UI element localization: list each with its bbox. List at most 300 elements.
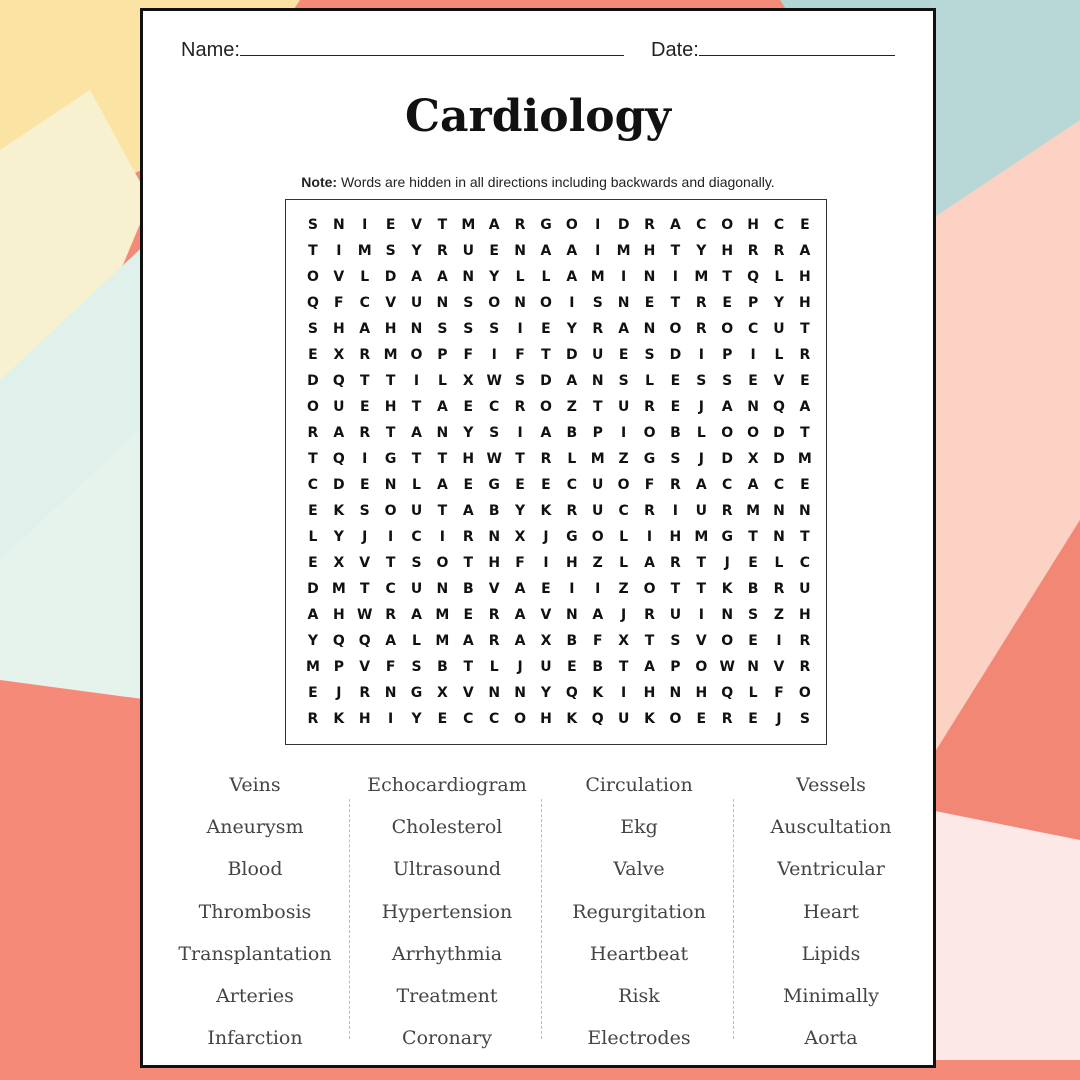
grid-letter[interactable]: Z — [773, 607, 785, 623]
grid-letter[interactable]: R — [670, 555, 681, 571]
grid-letter[interactable]: R — [747, 243, 759, 259]
grid-letter[interactable]: A — [721, 399, 733, 415]
grid-letter[interactable]: U — [773, 321, 785, 337]
grid-letter[interactable]: P — [592, 425, 603, 441]
grid-letter[interactable]: Z — [592, 555, 603, 571]
grid-letter[interactable]: E — [800, 373, 810, 389]
grid-letter[interactable]: V — [462, 685, 474, 701]
grid-letter[interactable]: H — [799, 607, 811, 623]
grid-letter[interactable]: Q — [747, 269, 760, 285]
grid-letter[interactable]: J — [698, 399, 704, 415]
grid-letter[interactable]: N — [565, 607, 578, 623]
grid-letter[interactable]: O — [721, 425, 734, 441]
grid-letter[interactable]: O — [488, 295, 501, 311]
grid-letter[interactable]: T — [437, 451, 448, 467]
grid-letter[interactable]: E — [748, 633, 758, 649]
date-line[interactable] — [699, 37, 895, 56]
grid-letter[interactable]: Y — [515, 503, 526, 519]
grid-letter[interactable]: R — [644, 399, 655, 415]
grid-letter[interactable]: T — [385, 425, 396, 441]
grid-letter[interactable]: E — [670, 399, 681, 415]
grid-letter[interactable]: D — [721, 451, 733, 467]
grid-letter[interactable]: J — [543, 529, 549, 545]
grid-letter[interactable]: V — [540, 607, 552, 623]
grid-letter[interactable]: X — [540, 633, 552, 649]
grid-letter[interactable]: E — [800, 217, 810, 233]
grid-letter[interactable]: T — [308, 451, 318, 467]
grid-letter[interactable]: Q — [306, 295, 319, 311]
grid-letter[interactable]: W — [486, 451, 502, 467]
grid-letter[interactable]: R — [437, 243, 448, 259]
grid-letter[interactable]: E — [800, 477, 810, 493]
grid-letter[interactable]: T — [411, 399, 422, 415]
grid-letter[interactable]: E — [541, 477, 551, 493]
grid-letter[interactable]: D — [669, 347, 682, 363]
grid-letter[interactable]: K — [333, 711, 345, 727]
grid-letter[interactable]: U — [462, 243, 474, 259]
grid-letter[interactable]: J — [724, 555, 730, 571]
grid-letter[interactable]: S — [722, 373, 733, 389]
grid-letter[interactable]: C — [489, 711, 500, 727]
grid-letter[interactable]: S — [592, 295, 603, 311]
grid-letter[interactable]: S — [748, 607, 759, 623]
grid-letter[interactable]: O — [695, 659, 708, 675]
grid-letter[interactable]: H — [332, 321, 345, 337]
grid-letter[interactable]: I — [621, 269, 627, 285]
grid-letter[interactable]: N — [591, 373, 604, 389]
grid-letter[interactable]: C — [411, 529, 422, 545]
grid-letter[interactable]: D — [307, 581, 319, 597]
grid-letter[interactable]: A — [411, 269, 422, 285]
grid-letter[interactable]: O — [643, 425, 656, 441]
grid-letter[interactable]: V — [773, 373, 785, 389]
grid-letter[interactable]: E — [359, 399, 370, 415]
grid-letter[interactable]: E — [696, 711, 707, 727]
grid-letter[interactable]: D — [617, 217, 630, 233]
grid-letter[interactable]: L — [567, 451, 577, 467]
grid-letter[interactable]: D — [773, 425, 785, 441]
grid-letter[interactable]: V — [488, 581, 500, 597]
grid-letter[interactable]: E — [567, 659, 577, 675]
grid-letter[interactable]: V — [385, 295, 397, 311]
grid-letter[interactable]: A — [566, 373, 578, 389]
grid-letter[interactable]: B — [566, 425, 578, 441]
grid-letter[interactable]: I — [672, 503, 679, 519]
grid-letter[interactable]: N — [643, 269, 656, 285]
grid-letter[interactable]: T — [722, 269, 732, 285]
grid-letter[interactable]: C — [773, 477, 785, 493]
grid-letter[interactable]: P — [333, 659, 344, 675]
grid-letter[interactable]: I — [336, 243, 342, 259]
grid-letter[interactable]: K — [540, 503, 552, 519]
grid-letter[interactable]: O — [747, 425, 760, 441]
grid-letter[interactable]: Y — [411, 711, 422, 727]
grid-letter[interactable]: R — [566, 503, 578, 519]
grid-letter[interactable]: A — [333, 425, 345, 441]
grid-letter[interactable]: R — [462, 529, 474, 545]
grid-letter[interactable]: L — [619, 555, 629, 571]
grid-letter[interactable]: H — [695, 685, 708, 701]
grid-letter[interactable]: A — [695, 477, 707, 493]
grid-letter[interactable]: L — [774, 347, 784, 363]
grid-letter[interactable]: C — [696, 217, 707, 233]
grid-letter[interactable]: M — [383, 347, 398, 363]
grid-letter[interactable]: D — [566, 347, 578, 363]
grid-letter[interactable]: A — [411, 425, 422, 441]
grid-letter[interactable]: I — [595, 217, 601, 233]
grid-letter[interactable]: U — [695, 503, 707, 519]
grid-letter[interactable]: I — [595, 581, 601, 597]
grid-letter[interactable]: T — [618, 659, 629, 675]
grid-letter[interactable]: R — [540, 451, 552, 467]
grid-letter[interactable]: C — [307, 477, 319, 493]
grid-letter[interactable]: C — [773, 217, 785, 233]
grid-letter[interactable]: E — [359, 477, 370, 493]
grid-letter[interactable]: M — [694, 529, 709, 545]
grid-letter[interactable]: R — [773, 243, 785, 259]
grid-letter[interactable]: O — [721, 217, 734, 233]
grid-letter[interactable]: E — [748, 555, 758, 571]
grid-letter[interactable]: C — [722, 477, 733, 493]
grid-letter[interactable]: U — [410, 503, 423, 519]
grid-letter[interactable]: I — [517, 321, 523, 337]
grid-letter[interactable]: Y — [489, 269, 500, 285]
grid-letter[interactable]: A — [592, 607, 604, 623]
grid-letter[interactable]: H — [643, 685, 656, 701]
grid-letter[interactable]: U — [592, 503, 604, 519]
grid-letter[interactable]: U — [617, 399, 630, 415]
grid-letter[interactable]: I — [776, 633, 782, 649]
grid-letter[interactable]: S — [437, 321, 448, 337]
grid-letter[interactable]: I — [621, 685, 627, 701]
grid-letter[interactable]: T — [696, 581, 707, 597]
grid-letter[interactable]: U — [410, 581, 423, 597]
grid-letter[interactable]: Z — [566, 399, 577, 415]
grid-letter[interactable]: I — [595, 243, 601, 259]
grid-letter[interactable]: J — [621, 607, 627, 623]
grid-letter[interactable]: A — [618, 321, 630, 337]
grid-letter[interactable]: X — [462, 373, 474, 389]
grid-letter[interactable]: T — [696, 555, 707, 571]
grid-letter[interactable]: I — [413, 373, 420, 389]
grid-letter[interactable]: T — [644, 633, 655, 649]
grid-letter[interactable]: H — [669, 529, 682, 545]
grid-letter[interactable]: N — [773, 503, 785, 519]
grid-letter[interactable]: Y — [566, 321, 577, 337]
grid-letter[interactable]: G — [488, 477, 500, 493]
grid-letter[interactable]: G — [721, 529, 733, 545]
grid-letter[interactable]: R — [307, 711, 319, 727]
grid-letter[interactable]: M — [746, 503, 761, 519]
grid-letter[interactable]: Y — [333, 529, 344, 545]
grid-letter[interactable]: A — [307, 607, 319, 623]
grid-letter[interactable]: O — [798, 685, 811, 701]
grid-letter[interactable]: Y — [307, 633, 319, 649]
grid-letter[interactable]: B — [488, 503, 500, 519]
grid-letter[interactable]: N — [384, 685, 397, 701]
grid-letter[interactable]: S — [411, 555, 422, 571]
grid-letter[interactable]: S — [515, 373, 526, 389]
grid-letter[interactable]: X — [618, 633, 630, 649]
grid-letter[interactable]: T — [800, 425, 810, 441]
grid-letter[interactable]: L — [437, 373, 447, 389]
grid-letter[interactable]: F — [463, 347, 474, 363]
grid-letter[interactable]: C — [489, 399, 500, 415]
grid-letter[interactable]: G — [410, 685, 423, 701]
grid-letter[interactable]: E — [670, 373, 681, 389]
grid-letter[interactable]: R — [644, 503, 655, 519]
grid-letter[interactable]: G — [566, 529, 578, 545]
grid-letter[interactable]: T — [592, 399, 603, 415]
grid-letter[interactable]: V — [359, 659, 371, 675]
grid-letter[interactable]: Q — [773, 399, 785, 415]
grid-letter[interactable]: Y — [463, 425, 474, 441]
grid-letter[interactable]: M — [461, 217, 476, 233]
grid-letter[interactable]: A — [411, 607, 422, 623]
grid-letter[interactable]: A — [669, 217, 681, 233]
grid-letter[interactable]: V — [773, 659, 785, 675]
grid-letter[interactable]: N — [669, 685, 682, 701]
grid-letter[interactable]: T — [670, 243, 681, 259]
grid-letter[interactable]: O — [669, 711, 682, 727]
grid-letter[interactable]: S — [618, 373, 629, 389]
grid-letter[interactable]: I — [491, 347, 497, 363]
grid-letter[interactable]: V — [695, 633, 707, 649]
grid-letter[interactable]: P — [747, 295, 759, 311]
grid-letter[interactable]: R — [799, 659, 811, 675]
grid-letter[interactable]: O — [669, 321, 682, 337]
grid-letter[interactable]: U — [540, 659, 552, 675]
grid-letter[interactable]: E — [618, 347, 629, 363]
grid-letter[interactable]: L — [774, 555, 784, 571]
grid-letter[interactable]: D — [333, 477, 345, 493]
grid-letter[interactable]: C — [359, 295, 370, 311]
grid-letter[interactable]: E — [489, 243, 499, 259]
grid-letter[interactable]: X — [747, 451, 759, 467]
grid-letter[interactable]: U — [592, 347, 604, 363]
grid-letter[interactable]: A — [385, 633, 397, 649]
grid-letter[interactable]: S — [385, 243, 396, 259]
grid-letter[interactable]: W — [357, 607, 373, 623]
grid-letter[interactable]: I — [569, 295, 575, 311]
grid-letter[interactable]: R — [514, 399, 526, 415]
grid-letter[interactable]: V — [359, 555, 371, 571]
grid-letter[interactable]: N — [436, 581, 449, 597]
grid-letter[interactable]: X — [437, 685, 448, 701]
grid-letter[interactable]: I — [698, 607, 704, 623]
grid-letter[interactable]: A — [436, 269, 448, 285]
grid-letter[interactable]: N — [514, 685, 526, 701]
grid-letter[interactable]: R — [799, 347, 811, 363]
grid-letter[interactable]: H — [488, 555, 501, 571]
grid-letter[interactable]: I — [439, 529, 445, 545]
grid-letter[interactable]: E — [748, 373, 758, 389]
grid-letter[interactable]: N — [488, 529, 501, 545]
grid-letter[interactable]: E — [722, 295, 732, 311]
grid-letter[interactable]: T — [748, 529, 758, 545]
grid-letter[interactable]: I — [698, 347, 704, 363]
grid-letter[interactable]: W — [486, 373, 502, 389]
grid-letter[interactable]: G — [384, 451, 397, 467]
grid-letter[interactable]: X — [333, 555, 345, 571]
grid-letter[interactable]: T — [437, 503, 448, 519]
date-field[interactable] — [651, 37, 895, 62]
grid-letter[interactable]: G — [643, 451, 656, 467]
grid-letter[interactable]: K — [333, 503, 345, 519]
grid-letter[interactable]: M — [590, 451, 605, 467]
grid-letter[interactable]: I — [543, 555, 549, 571]
grid-letter[interactable]: I — [362, 217, 368, 233]
grid-letter[interactable]: L — [645, 373, 654, 389]
grid-letter[interactable]: Y — [540, 685, 552, 701]
grid-letter[interactable]: S — [307, 321, 318, 337]
grid-letter[interactable]: U — [799, 581, 811, 597]
grid-letter[interactable]: R — [359, 347, 371, 363]
grid-letter[interactable]: R — [514, 217, 526, 233]
grid-letter[interactable]: T — [411, 451, 422, 467]
grid-letter[interactable]: A — [747, 477, 759, 493]
grid-letter[interactable]: H — [799, 295, 811, 311]
grid-letter[interactable]: Q — [332, 451, 345, 467]
grid-letter[interactable]: T — [670, 295, 681, 311]
grid-letter[interactable]: L — [619, 529, 629, 545]
grid-letter[interactable]: N — [488, 685, 501, 701]
grid-letter[interactable]: P — [722, 347, 733, 363]
grid-letter[interactable]: F — [385, 659, 396, 675]
grid-letter[interactable]: F — [644, 477, 655, 493]
grid-letter[interactable]: O — [643, 581, 656, 597]
grid-letter[interactable]: A — [359, 321, 371, 337]
grid-letter[interactable]: S — [670, 633, 681, 649]
grid-letter[interactable]: Q — [332, 373, 345, 389]
grid-letter[interactable]: M — [616, 243, 631, 259]
grid-letter[interactable]: Y — [773, 295, 785, 311]
grid-letter[interactable]: B — [462, 581, 474, 597]
grid-letter[interactable]: P — [670, 659, 681, 675]
grid-letter[interactable]: I — [621, 425, 627, 441]
grid-letter[interactable]: E — [308, 685, 318, 701]
grid-letter[interactable]: V — [333, 269, 345, 285]
grid-letter[interactable]: L — [696, 425, 706, 441]
grid-letter[interactable]: C — [799, 555, 810, 571]
grid-letter[interactable]: N — [462, 269, 475, 285]
grid-letter[interactable]: E — [385, 217, 396, 233]
grid-letter[interactable]: N — [747, 659, 759, 675]
grid-letter[interactable]: R — [307, 425, 319, 441]
grid-letter[interactable]: K — [644, 711, 655, 727]
grid-letter[interactable]: N — [643, 321, 656, 337]
grid-letter[interactable]: N — [384, 477, 397, 493]
grid-letter[interactable]: L — [748, 685, 758, 701]
grid-letter[interactable]: Q — [591, 711, 604, 727]
grid-letter[interactable]: H — [384, 321, 397, 337]
grid-letter[interactable]: M — [331, 581, 346, 597]
grid-letter[interactable]: E — [463, 399, 474, 415]
grid-letter[interactable]: O — [306, 269, 319, 285]
grid-letter[interactable]: A — [462, 633, 474, 649]
grid-letter[interactable]: O — [514, 711, 527, 727]
grid-letter[interactable]: F — [774, 685, 784, 701]
grid-letter[interactable]: O — [540, 295, 552, 311]
grid-letter[interactable]: S — [359, 503, 370, 519]
grid-letter[interactable]: M — [305, 659, 320, 675]
grid-letter[interactable]: T — [385, 555, 396, 571]
grid-letter[interactable]: N — [721, 607, 734, 623]
grid-letter[interactable]: I — [646, 529, 653, 545]
grid-letter[interactable]: Q — [565, 685, 578, 701]
grid-letter[interactable]: H — [358, 711, 371, 727]
grid-letter[interactable]: R — [592, 321, 604, 337]
grid-letter[interactable]: D — [384, 269, 397, 285]
grid-letter[interactable]: N — [617, 295, 630, 311]
grid-letter[interactable]: M — [357, 243, 372, 259]
grid-letter[interactable]: T — [359, 373, 370, 389]
grid-letter[interactable]: R — [695, 321, 707, 337]
grid-letter[interactable]: N — [514, 243, 526, 259]
grid-letter[interactable]: Q — [721, 685, 734, 701]
grid-letter[interactable]: S — [644, 347, 655, 363]
grid-letter[interactable]: A — [514, 607, 526, 623]
grid-letter[interactable]: A — [540, 243, 552, 259]
grid-letter[interactable]: D — [540, 373, 552, 389]
grid-letter[interactable]: N — [747, 399, 759, 415]
grid-letter[interactable]: I — [750, 347, 756, 363]
grid-letter[interactable]: T — [385, 373, 396, 389]
grid-letter[interactable]: E — [463, 477, 474, 493]
grid-letter[interactable]: J — [776, 711, 782, 727]
grid-letter[interactable]: A — [436, 477, 448, 493]
grid-letter[interactable]: S — [670, 451, 681, 467]
grid-letter[interactable]: E — [308, 503, 318, 519]
grid-letter[interactable]: S — [307, 217, 318, 233]
grid-letter[interactable]: Q — [358, 633, 371, 649]
grid-letter[interactable]: M — [435, 633, 450, 649]
grid-letter[interactable]: C — [463, 711, 474, 727]
grid-letter[interactable]: I — [517, 425, 523, 441]
grid-letter[interactable]: S — [463, 321, 474, 337]
grid-letter[interactable]: Q — [332, 633, 345, 649]
grid-letter[interactable]: J — [336, 685, 342, 701]
grid-letter[interactable]: J — [362, 529, 368, 545]
grid-letter[interactable]: H — [565, 555, 578, 571]
grid-letter[interactable]: O — [565, 217, 578, 233]
grid-letter[interactable]: R — [385, 607, 396, 623]
grid-letter[interactable]: H — [747, 217, 759, 233]
grid-letter[interactable]: C — [385, 581, 396, 597]
grid-letter[interactable]: A — [540, 425, 552, 441]
grid-letter[interactable]: R — [488, 633, 500, 649]
grid-letter[interactable]: O — [721, 321, 734, 337]
grid-letter[interactable]: T — [670, 581, 681, 597]
grid-letter[interactable]: E — [515, 477, 525, 493]
grid-letter[interactable]: K — [566, 711, 578, 727]
grid-letter[interactable]: N — [410, 321, 423, 337]
grid-letter[interactable]: S — [696, 373, 707, 389]
grid-letter[interactable]: J — [698, 451, 704, 467]
grid-letter[interactable]: E — [541, 321, 551, 337]
grid-letter[interactable]: C — [566, 477, 577, 493]
grid-letter[interactable]: C — [618, 503, 629, 519]
grid-letter[interactable]: N — [773, 529, 785, 545]
grid-letter[interactable]: F — [592, 633, 603, 649]
grid-letter[interactable]: Y — [411, 243, 422, 259]
grid-letter[interactable]: L — [489, 659, 499, 675]
grid-letter[interactable]: B — [592, 659, 604, 675]
grid-letter[interactable]: U — [617, 711, 630, 727]
grid-letter[interactable]: Z — [618, 581, 629, 597]
grid-letter[interactable]: E — [308, 347, 318, 363]
grid-letter[interactable]: G — [540, 217, 552, 233]
